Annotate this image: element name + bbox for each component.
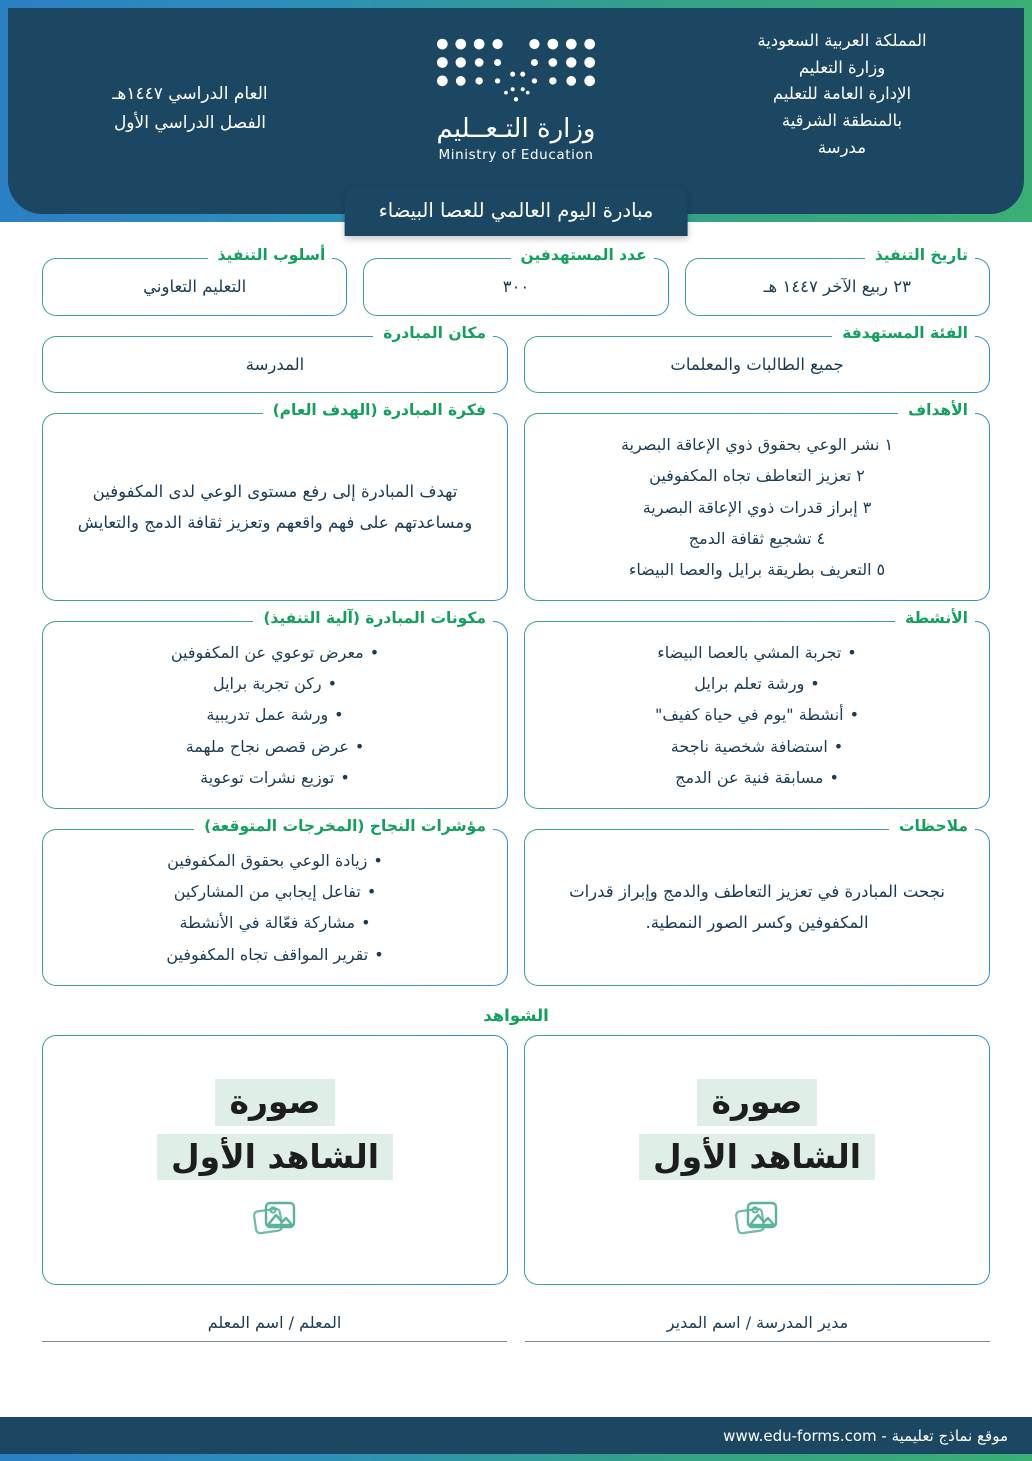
field-notes-value: نجحت المبادرة في تعزيز التعاطف والدمج وإبراز قدرات المكفوفين وكسر الصور النمطية. — [569, 882, 945, 933]
field-idea-value: تهدف المبادرة إلى رفع مستوى الوعي لدى المكفوفين ومساعدتهم على فهم واقعهم وتعزيز ثقافة الدمج والتعايش — [77, 481, 473, 533]
component-text: توزيع نشرات توعوية — [200, 767, 335, 787]
fields-row-2 — [42, 323, 990, 394]
list-item — [61, 876, 489, 907]
evidence-placeholder-left[interactable] — [524, 1035, 990, 1285]
list-item — [543, 460, 971, 491]
objective-text: تعزيز التعاطف تجاه المكفوفين — [649, 466, 852, 486]
component-text: ورشة عمل تدريبية — [206, 705, 329, 725]
document-footer — [0, 1411, 1032, 1461]
org-line-kingdom: المملكة العربية السعودية — [757, 31, 927, 50]
bullet-icon: • — [833, 736, 844, 756]
evidence-section-title: الشواهد — [483, 1005, 549, 1025]
image-placeholder-icon — [252, 1198, 298, 1240]
bullet-icon: • — [340, 767, 350, 787]
signature-teacher-line — [42, 1341, 507, 1343]
field-date-value: ٢٣ ربيع الآخر ١٤٤٧ هـ — [763, 277, 911, 296]
list-item — [61, 762, 489, 793]
bullet-icon: • — [849, 705, 860, 725]
evidence-placeholder-right[interactable] — [42, 1035, 508, 1285]
ministry-logo-dots-icon — [431, 34, 601, 106]
list-item — [61, 907, 489, 938]
field-components[interactable] — [42, 609, 508, 809]
field-indicators[interactable] — [42, 817, 508, 986]
activity-text: استضافة شخصية ناجحة — [670, 736, 828, 756]
field-idea-label: فكرة المبادرة (الهدف العام) — [263, 402, 493, 419]
field-indicators-label: مؤشرات النجاح (المخرجات المتوقعة) — [194, 818, 493, 835]
list-item — [543, 731, 971, 762]
semester: الفصل الدراسي الأول — [113, 112, 267, 133]
field-method-label: أسلوب التنفيذ — [208, 247, 333, 264]
signature-principal — [525, 1313, 990, 1343]
bullet-icon: • — [334, 705, 344, 725]
list-item — [543, 429, 971, 460]
signature-teacher-label: المعلم / اسم المعلم — [207, 1312, 342, 1332]
activity-text: تجربة المشي بالعصا البيضاء — [657, 643, 842, 663]
bullet-icon: • — [847, 643, 857, 663]
objective-number: ١ — [884, 435, 894, 455]
ministry-logo-english-text: Ministry of Education — [438, 147, 594, 163]
ministry-logo — [386, 28, 646, 163]
bullet-icon: • — [829, 767, 839, 787]
components-list — [61, 637, 489, 793]
field-targets-value: ٣٠٠ — [502, 277, 530, 296]
image-placeholder-icon — [734, 1198, 780, 1240]
field-audience-value: جميع الطالبات والمعلمات — [670, 354, 844, 374]
list-item — [543, 668, 971, 699]
field-notes-label: ملاحظات — [889, 818, 975, 835]
component-text: عرض قصص نجاح ملهمة — [185, 736, 349, 756]
fields-row-5 — [42, 817, 990, 986]
list-item — [543, 554, 971, 585]
field-audience-label: الفئة المستهدفة — [832, 325, 975, 342]
list-item — [543, 492, 971, 523]
bullet-icon: • — [810, 674, 820, 694]
fields-row-4 — [42, 609, 990, 809]
evidence-placeholder-line1: صورة — [697, 1079, 816, 1126]
activity-text: ورشة تعلم برايل — [694, 674, 805, 694]
signature-teacher — [42, 1313, 507, 1343]
fields-row-3 — [42, 401, 990, 601]
ministry-logo-arabic-text: وزارة التـعــليم — [436, 114, 596, 144]
list-item — [61, 939, 489, 970]
field-place[interactable] — [42, 323, 508, 394]
list-item — [543, 762, 971, 793]
bullet-icon: • — [366, 882, 377, 902]
field-method-value: التعليم التعاوني — [143, 277, 247, 296]
field-objectives-label: الأهداف — [898, 402, 975, 419]
field-date-label: تاريخ التنفيذ — [865, 247, 975, 264]
list-item — [61, 731, 489, 762]
evidence-placeholder-line2: الشاهد الأول — [639, 1134, 875, 1181]
list-item — [61, 699, 489, 730]
activity-text: مسابقة فنية عن الدمج — [675, 767, 824, 787]
field-components-label: مكونات المبادرة (آلية التنفيذ) — [253, 610, 493, 627]
field-idea[interactable] — [42, 401, 508, 601]
objective-number: ٢ — [856, 466, 865, 486]
org-line-school: مدرسة — [817, 137, 867, 157]
org-line-admin: الإدارة العامة للتعليم — [772, 84, 912, 104]
objectives-list — [543, 429, 971, 585]
field-place-label: مكان المبادرة — [373, 325, 493, 342]
objective-text: تشجيع ثقافة الدمج — [688, 528, 812, 548]
field-place-value: المدرسة — [245, 354, 305, 374]
field-method[interactable] — [42, 246, 347, 316]
field-targets[interactable] — [363, 246, 668, 316]
academic-year: العام الدراسي ١٤٤٧هـ — [112, 84, 268, 104]
bullet-icon: • — [373, 851, 383, 870]
evidence-placeholder-line1: صورة — [215, 1079, 334, 1126]
objective-number: ٣ — [862, 497, 872, 517]
bullet-icon: • — [354, 736, 365, 756]
objective-text: نشر الوعي بحقوق ذوي الإعاقة البصرية — [620, 435, 880, 455]
field-objectives[interactable] — [524, 401, 990, 601]
document-title-tab: مبادرة اليوم العالمي للعصا البيضاء — [345, 186, 688, 236]
activity-text: أنشطة "يوم في حياة كفيف" — [654, 705, 844, 725]
org-line-region: بالمنطقة الشرقية — [781, 111, 903, 131]
document-body — [0, 222, 1032, 1285]
academic-year-block — [40, 28, 340, 138]
objective-number: ٥ — [876, 559, 886, 579]
list-item — [61, 668, 489, 699]
indicator-text: زيادة الوعي بحقوق المكفوفين — [167, 851, 368, 870]
evidence-row — [42, 1035, 990, 1285]
evidence-placeholder-line2: الشاهد الأول — [157, 1134, 393, 1181]
bullet-icon: • — [327, 674, 338, 694]
activities-list — [543, 637, 971, 793]
bullet-icon: • — [361, 913, 371, 933]
footer-gradient-strip — [0, 1454, 1032, 1461]
objective-text: إبراز قدرات ذوي الإعاقة البصرية — [642, 497, 858, 517]
field-date[interactable] — [685, 246, 990, 316]
bullet-icon: • — [369, 643, 380, 663]
list-item — [61, 845, 489, 876]
field-activities-label: الأنشطة — [895, 610, 975, 627]
list-item — [61, 637, 489, 668]
component-text: ركن تجربة برايل — [212, 674, 322, 694]
indicators-list — [61, 845, 489, 970]
bullet-icon: • — [374, 944, 384, 964]
field-audience[interactable] — [524, 323, 990, 394]
indicator-text: تقرير المواقف تجاه المكفوفين — [166, 944, 369, 964]
footer-bar — [0, 1417, 1032, 1455]
list-item — [543, 523, 971, 554]
org-line-ministry: وزارة التعليم — [798, 57, 886, 77]
list-item — [543, 699, 971, 730]
field-activities[interactable] — [524, 609, 990, 809]
document-header — [0, 0, 1032, 222]
signature-principal-label: مدير المدرسة / اسم المدير — [666, 1312, 849, 1332]
objective-text: التعريف بطريقة برايل والعصا البيضاء — [628, 559, 872, 579]
fields-row-1 — [42, 246, 990, 316]
field-notes[interactable] — [524, 817, 990, 986]
field-targets-label: عدد المستهدفين — [511, 247, 654, 264]
indicator-text: مشاركة فعّالة في الأنشطة — [179, 913, 356, 933]
signature-row — [0, 1285, 1032, 1343]
organization-block — [692, 28, 992, 162]
signature-principal-line — [525, 1341, 990, 1343]
list-item — [543, 637, 971, 668]
footer-text: موقع نماذج تعليمية - www.edu-forms.com — [723, 1427, 1008, 1445]
component-text: معرض توعوي عن المكفوفين — [170, 643, 364, 663]
objective-number: ٤ — [816, 528, 826, 548]
indicator-text: تفاعل إيجابي من المشاركين — [173, 882, 361, 902]
